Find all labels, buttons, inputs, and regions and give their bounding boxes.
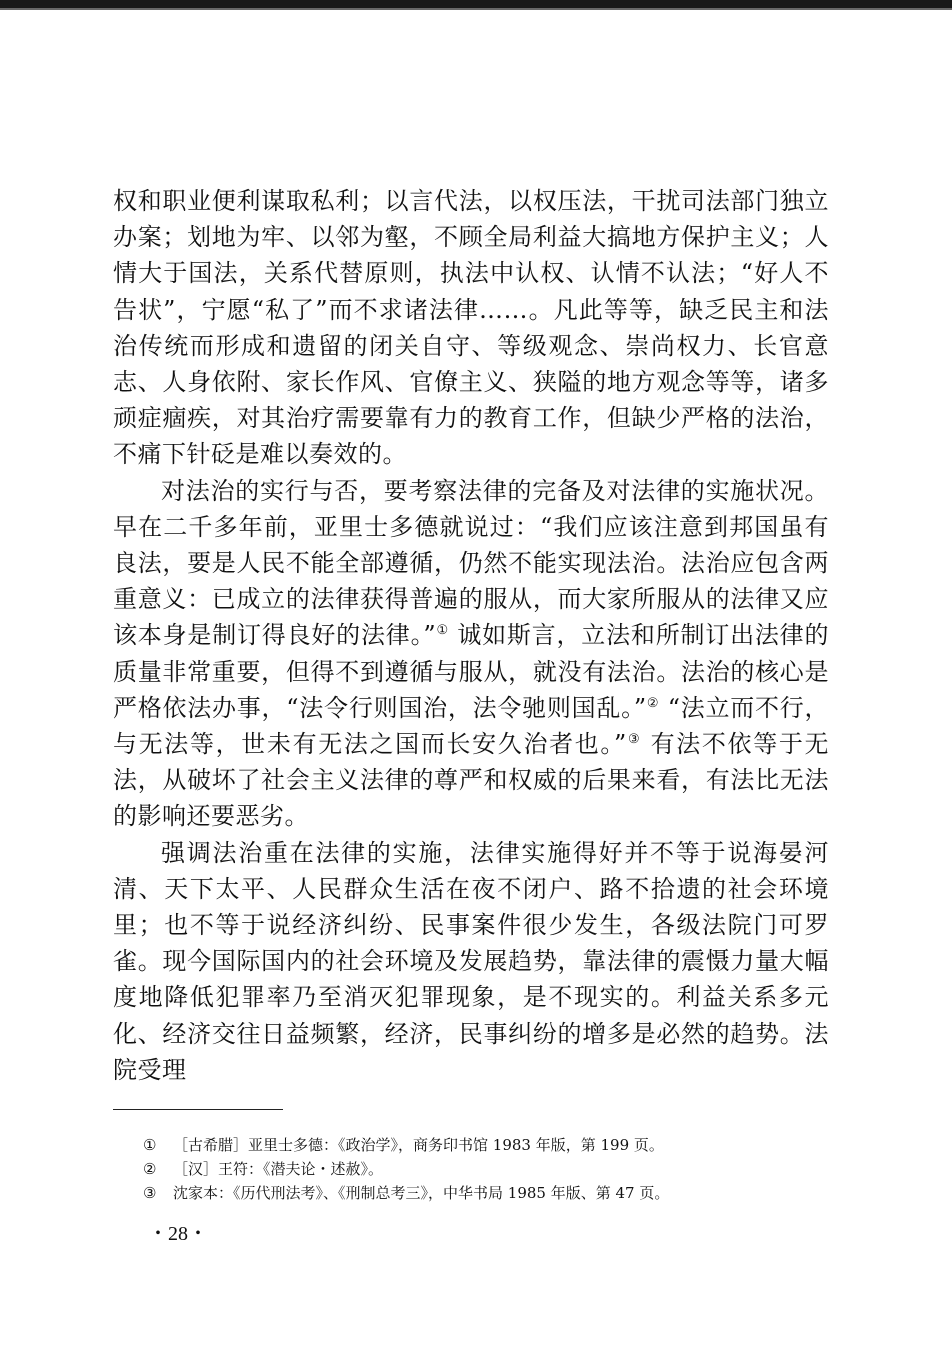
footnote-separator — [113, 1109, 283, 1110]
footnote-ref-3: ③ — [626, 732, 642, 748]
paragraph-3 — [113, 835, 829, 1088]
page-number: ・28・ — [148, 1223, 208, 1245]
paragraph-2-text-d: 有法不依等于无法，从破坏了社会主义法律的尊严和权威的后果来看，有法比无法的影响还要恶劣。 — [113, 730, 829, 831]
footnote-1-marker: ① — [143, 1136, 157, 1154]
footnote-2-marker: ② — [143, 1160, 157, 1178]
footnote-ref-2: ② — [646, 695, 660, 711]
footnote-2 — [143, 1157, 823, 1181]
paragraph-2-text-c: “法立而不行，与无法等，世未有无法之国而长安久治者也。” — [113, 693, 829, 759]
footnote-3-text: 沈家本：《历代刑法考》、《刑制总考三》，中华书局 1985 年版、第 47 页。 — [173, 1184, 670, 1202]
top-border-rule — [0, 0, 952, 8]
paragraph-2-text-b: 诚如斯言，立法和所制订出法律的质量非常重要，但得不到遵循与服从，就没有法治。法治的核心是严格依法办事，“法令行则国治，法令驰则国乱。” — [113, 621, 829, 722]
top-border-rule-shadow — [0, 8, 952, 10]
footnote-3 — [143, 1181, 823, 1205]
footnote-2-text: ［汉］王符：《潜夫论・述赦》。 — [173, 1160, 384, 1178]
paragraph-1-text: 权和职业便利谋取私利；以言代法，以权压法，干扰司法部门独立办案；划地为牢、以邻为壑，不顾全局利益大搞地方保护主义；人情大于国法，关系代替原则，执法中认权、认情不认法；“好人不告状”，宁愿“私了”而不求诸法律……。凡此等等，缺乏民主和法治传统而形成和遗留的闭关自守、等级观念、崇尚权力、长官意志、人身依附、家长作风、官僚主义、狭隘的地方观念等等，诸多顽症痼疾，对其治疗需要靠有力的教育工作，但缺少严格的法治，不痛下针砭是难以奏效的。 — [113, 187, 829, 469]
body-text — [113, 183, 829, 1088]
paragraph-2 — [113, 473, 829, 835]
footnote-ref-1: ① — [436, 623, 449, 639]
footnotes — [143, 1133, 823, 1205]
footnote-1 — [143, 1133, 823, 1157]
paragraph-3-text: 强调法治重在法律的实施，法律实施得好并不等于说海晏河清、天下太平、人民群众生活在夜不闭户、路不拾遗的社会环境里；也不等于说经济纠纷、民事案件很少发生，各级法院门可罗雀。现今国际国内的社会环境及发展趋势，靠法律的震慑力量大幅度地降低犯罪率乃至消灭犯罪现象，是不现实的。利益关系多元化、经济交往日益频繁，经济，民事纠纷的增多是必然的趋势。法院受理 — [113, 838, 829, 1084]
footnote-3-marker: ③ — [143, 1184, 157, 1202]
footnote-1-text: ［古希腊］亚里士多德：《政治学》，商务印书馆 1983 年版，第 199 页。 — [173, 1136, 664, 1154]
paragraph-1 — [113, 183, 829, 473]
paragraph-2-text-a: 对法治的实行与否，要考察法律的完备及对法律的实施状况。早在二千多年前，亚里士多德就说过：“我们应该注意到邦国虽有良法，要是人民不能全部遵循，仍然不能实现法治。法治应包含两重意义：已成立的法律获得普遍的服从，而大家所服从的法律又应该本身是制订得良好的法律。” — [113, 476, 829, 650]
